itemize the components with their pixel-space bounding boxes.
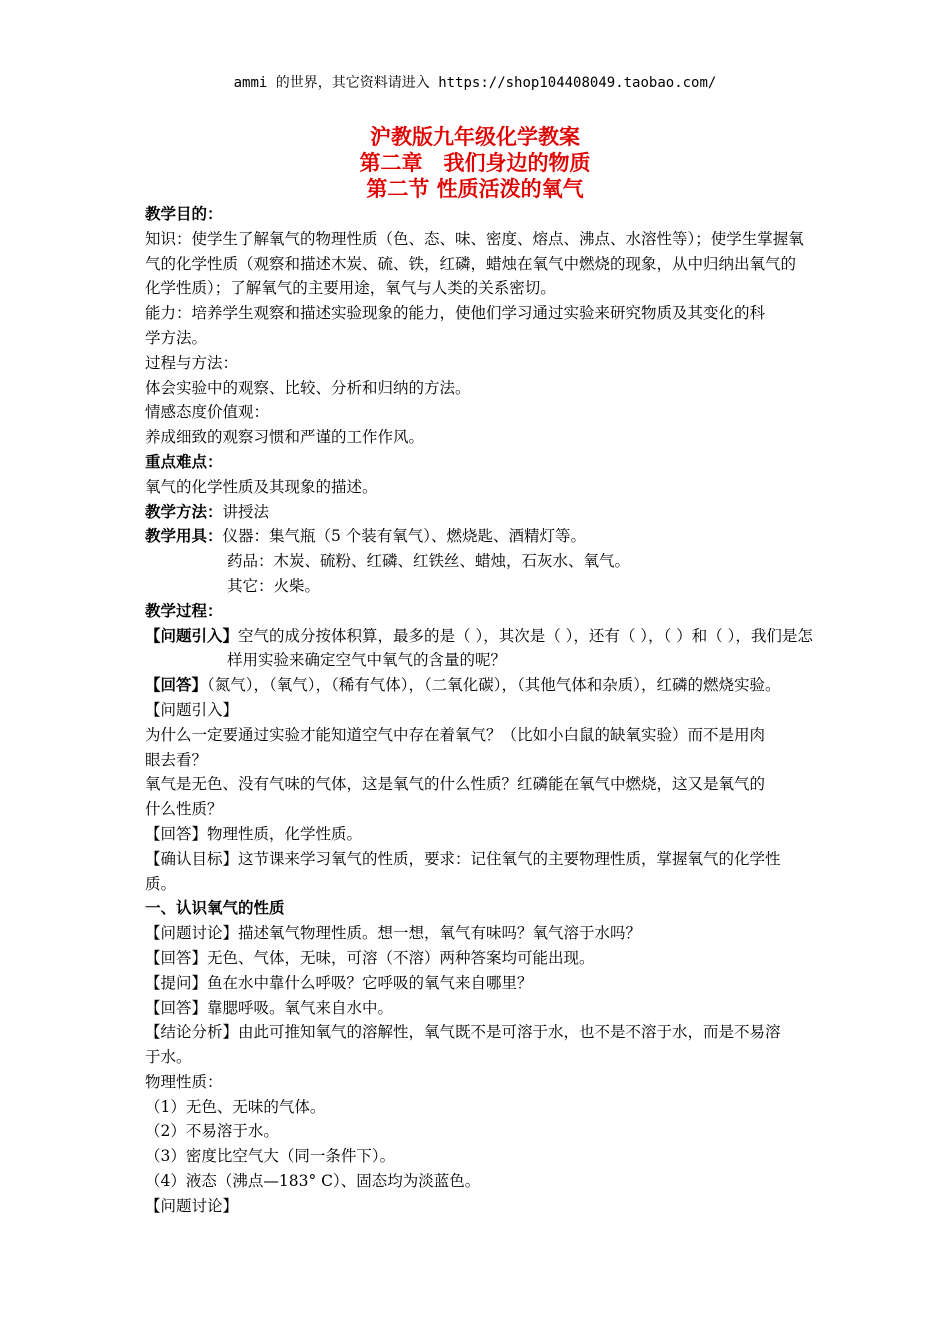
paragraph-line: 体会实验中的观察、比较、分析和归纳的方法。 <box>145 378 471 397</box>
list-item: （4）液态（沸点—183° C）、固态均为淡蓝色。 <box>145 1172 481 1191</box>
section-heading-oxygen-properties: 一、认识氧气的性质 <box>145 899 285 918</box>
teaching-tools-line <box>145 524 813 549</box>
instruments-value: 仪器：集气瓶（5 个装有氧气）、燃烧匙、酒精灯等。 <box>222 527 587 546</box>
paragraph-line: 眼去看？ <box>145 750 208 769</box>
paragraph-line: 能力：培养学生观察和描述实验现象的能力，使他们学习通过实验来研究物质及其变化的科 <box>145 304 766 323</box>
reagents-line: 药品：木炭、硫粉、红磷、红铁丝、蜡烛，石灰水、氧气。 <box>227 552 631 571</box>
others-line: 其它：火柴。 <box>227 576 321 595</box>
chapter-title: 第二章 我们身边的物质 <box>359 151 591 175</box>
paragraph-line: 【结论分析】由此可推知氧气的溶解性，氧气既不是可溶于水，也不是不溶于水，而是不易溶 <box>145 1023 781 1042</box>
heading-teaching-method: 教学方法： <box>145 502 223 521</box>
paragraph-line: 情感态度价值观： <box>145 403 270 422</box>
title-block <box>0 124 950 202</box>
heading-key-points: 重点难点： <box>145 452 223 471</box>
paragraph-line: 【问题引入】 <box>145 700 239 719</box>
paragraph-line: 【提问】鱼在水中靠什么呼吸？它呼吸的氧气来自哪里？ <box>145 973 533 992</box>
paragraph-line: 样用实验来确定空气中氧气的含量的呢？ <box>227 651 507 670</box>
paragraph-line: 氧气的化学性质及其现象的描述。 <box>145 477 378 496</box>
answer-line <box>145 673 813 698</box>
paragraph-line: 过程与方法： <box>145 353 239 372</box>
section-title: 第二节 性质活泼的氧气 <box>366 177 584 201</box>
document-body <box>145 202 813 1219</box>
page-header: ammi 的世界，其它资料请进入 https://shop104408049.taobao.com/ <box>233 75 717 91</box>
paragraph-line: 【问题讨论】描述氧气物理性质。想一想，氧气有味吗？氧气溶于水吗？ <box>145 924 642 943</box>
paragraph-line: 化学性质）；了解氧气的主要用途，氧气与人类的关系密切。 <box>145 279 556 298</box>
paragraph-line: 知识：使学生了解氧气的物理性质（色、态、味、密度、熔点、沸点、水溶性等）；使学生掌握氧 <box>145 229 804 248</box>
heading-objectives: 教学目的： <box>145 205 223 223</box>
paragraph-line: 养成细致的观察习惯和严谨的工作作风。 <box>145 428 425 447</box>
heading-teaching-tools: 教学用具： <box>145 527 223 546</box>
paragraph-line: 【回答】无色、气体，无味，可溶（不溶）两种答案均可能出现。 <box>145 948 595 967</box>
paragraph-line: 气的化学性质（观察和描述木炭、硫、铁，红磷，蜡烛在氧气中燃烧的现象，从中归纳出氧气的 <box>145 254 797 273</box>
paragraph-line: 【回答】物理性质，化学性质。 <box>145 824 363 843</box>
teaching-method-value: 讲授法 <box>222 502 270 521</box>
paragraph-line: 质。 <box>145 874 177 893</box>
paragraph-line: 于水。 <box>145 1048 192 1067</box>
teaching-method-line <box>145 500 813 525</box>
paragraph-line: 【问题讨论】 <box>145 1196 239 1215</box>
answer-label: 【回答】 <box>145 676 208 695</box>
heading-teaching-process: 教学过程： <box>145 601 223 620</box>
list-item: （1）无色、无味的气体。 <box>145 1097 326 1116</box>
paragraph-line: 【确认目标】这节课来学习氧气的性质，要求：记住氧气的主要物理性质，掌握氧气的化学性 <box>145 849 781 868</box>
paragraph-line: 什么性质？ <box>145 800 223 819</box>
question-intro-label: 【问题引入】 <box>145 626 239 645</box>
paragraph-line: 氧气是无色、没有气味的气体，这是氧气的什么性质？红磷能在氧气中燃烧，这又是氧气的 <box>145 775 766 794</box>
list-item: （2）不易溶于水。 <box>145 1122 279 1141</box>
paragraph-line: 为什么一定要通过实验才能知道空气中存在着氧气？（比如小白鼠的缺氧实验）而不是用肉 <box>145 725 766 744</box>
question-intro-line <box>145 624 813 649</box>
document-title: 沪教版九年级化学教案 <box>370 125 580 149</box>
paragraph-line: 学方法。 <box>145 328 208 347</box>
answer-text: （氮气），（氧气），（稀有气体），（二氧化碳），（其他气体和杂质），红磷的燃烧实验。 <box>207 676 781 695</box>
paragraph-line: 【回答】靠腮呼吸。氧气来自水中。 <box>145 998 394 1017</box>
question-intro-text: 空气的成分按体积算，最多的是（ ），其次是（ ），还有（ ），（ ）和（ ），我们是怎 <box>238 626 813 645</box>
paragraph-line: 物理性质： <box>145 1072 223 1091</box>
list-item: （3）密度比空气大（同一条件下）。 <box>145 1147 396 1166</box>
